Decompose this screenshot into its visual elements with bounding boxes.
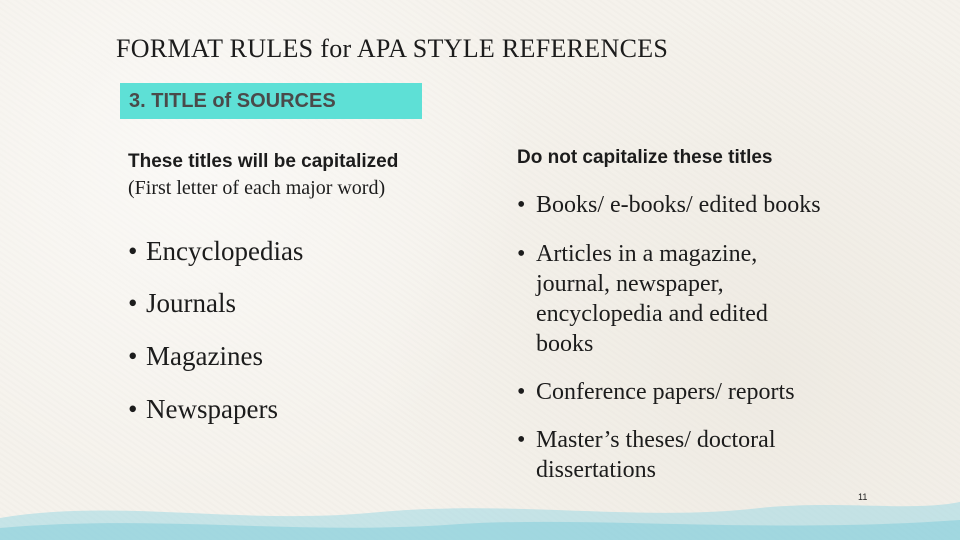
- list-item-text: encyclopedia and edited: [536, 301, 768, 327]
- section-banner: [120, 83, 422, 119]
- bullet: •: [517, 427, 526, 453]
- bullet: •: [128, 288, 138, 318]
- list-item: [517, 190, 821, 220]
- list-item-text: books: [536, 331, 594, 357]
- slide-title: FORMAT RULES for APA STYLE REFERENCES: [116, 34, 669, 63]
- list-item-text: dissertations: [536, 457, 656, 483]
- bullet: •: [517, 192, 526, 218]
- list-item-text: Books/ e-books/ edited books: [536, 192, 821, 218]
- list-item-text: Newspapers: [146, 394, 278, 424]
- bullet: •: [128, 394, 138, 424]
- list-item: [128, 341, 263, 372]
- left-column-heading: [128, 149, 398, 201]
- list-item-text: Magazines: [146, 341, 263, 371]
- list-item-text: Encyclopedias: [146, 236, 304, 266]
- list-item: [128, 394, 278, 425]
- list-item: [128, 288, 236, 319]
- list-item-text: Journals: [146, 288, 236, 318]
- list-item-text: Articles in a magazine,: [536, 241, 758, 267]
- bullet: •: [128, 236, 138, 266]
- bullet: •: [517, 241, 526, 267]
- left-subheading: (First letter of each major word): [128, 177, 386, 199]
- page-number: 11: [858, 492, 868, 502]
- list-item: [517, 425, 776, 483]
- list-item-text: Master’s theses/ doctoral: [536, 427, 776, 453]
- list-item: [128, 236, 303, 267]
- wave-decoration: [0, 478, 960, 540]
- list-item-text: journal, newspaper,: [536, 271, 724, 297]
- left-heading: These titles will be capitalized: [128, 151, 399, 172]
- right-heading: Do not capitalize these titles: [517, 147, 773, 168]
- bullet: •: [128, 341, 138, 371]
- list-item: [517, 239, 768, 357]
- section-label: 3. TITLE of SOURCES: [129, 90, 336, 112]
- list-item: [517, 377, 795, 407]
- bullet: •: [517, 379, 526, 405]
- list-item-text: Conference papers/ reports: [536, 379, 795, 405]
